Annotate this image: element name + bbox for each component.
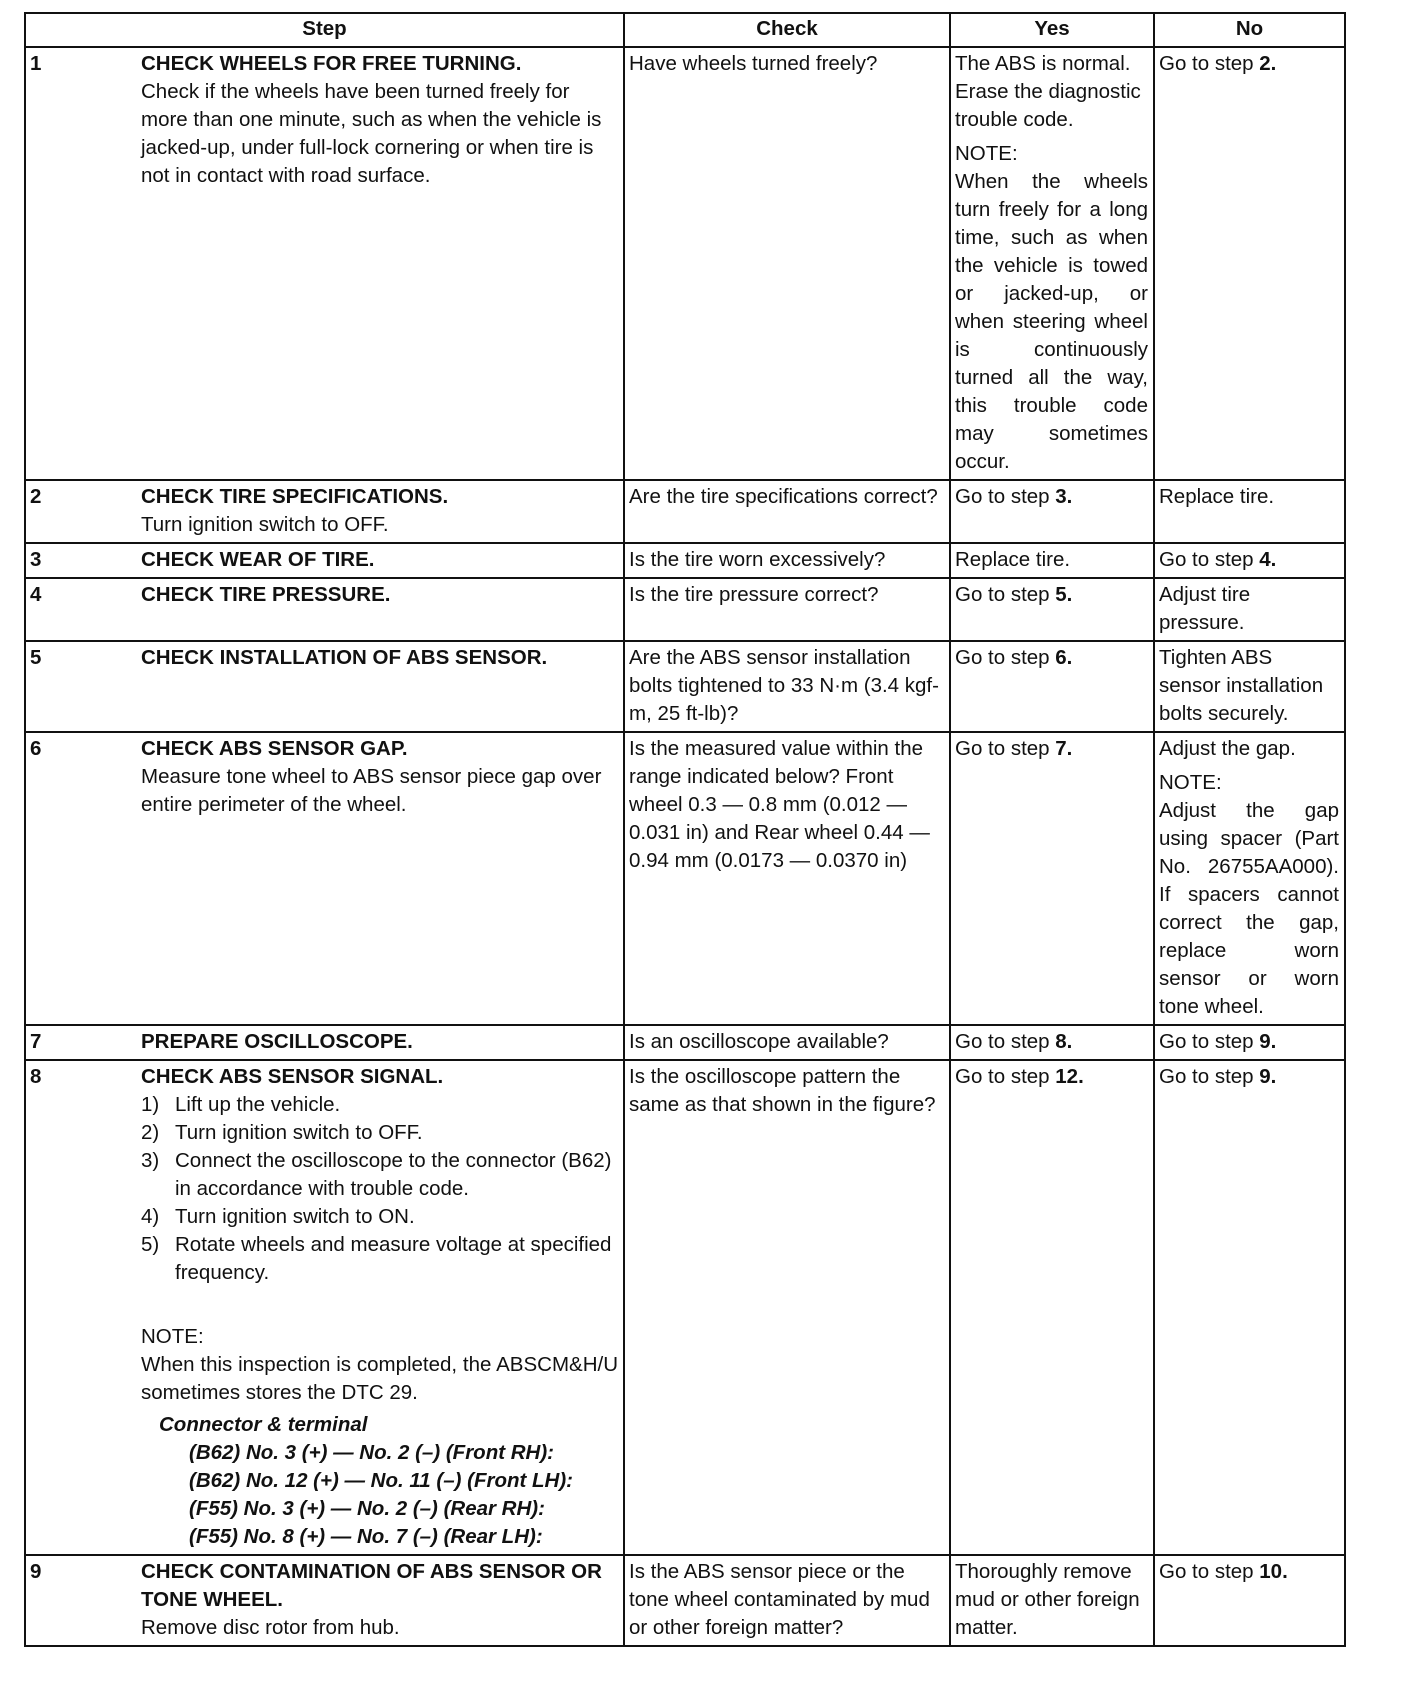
connector-line: (F55) No. 8 (+) — No. 7 (–) (Rear LH): bbox=[189, 1525, 543, 1548]
no-cell bbox=[1154, 1060, 1345, 1555]
goto-step: 9. bbox=[1259, 1030, 1277, 1053]
goto-prefix: Go to step bbox=[1159, 1560, 1260, 1583]
goto-step: 10. bbox=[1259, 1560, 1288, 1583]
step-cell bbox=[25, 1555, 624, 1646]
yes-cell bbox=[950, 641, 1154, 732]
step-number: 1 bbox=[30, 52, 42, 75]
check-cell: Is the tire worn excessively? bbox=[624, 543, 950, 578]
yes-cell bbox=[950, 732, 1154, 1025]
step-title: CHECK ABS SENSOR SIGNAL. bbox=[141, 1065, 444, 1088]
troubleshooting-table bbox=[24, 12, 1346, 1647]
goto-prefix: Go to step bbox=[1159, 1065, 1260, 1088]
yes-cell bbox=[950, 578, 1154, 641]
goto-step: 12. bbox=[1055, 1065, 1084, 1088]
step-cell bbox=[25, 578, 624, 641]
no-cell bbox=[1154, 47, 1345, 480]
step-number: 2 bbox=[30, 485, 42, 508]
step-description: Remove disc rotor from hub. bbox=[141, 1616, 400, 1639]
yes-cell bbox=[950, 1060, 1154, 1555]
step-title: CHECK ABS SENSOR GAP. bbox=[141, 737, 408, 760]
check-cell: Are the ABS sensor installation bolts tightened to 33 N·m (3.4 kgf-m, 25 ft-lb)? bbox=[624, 641, 950, 732]
step-cell bbox=[25, 641, 624, 732]
connector-title: Connector & terminal bbox=[159, 1413, 368, 1436]
header-yes: Yes bbox=[950, 13, 1154, 47]
goto-prefix: Go to step bbox=[955, 646, 1056, 669]
list-item-text: Turn ignition switch to OFF. bbox=[175, 1121, 423, 1144]
list-item bbox=[141, 1231, 618, 1287]
yes-text: The ABS is normal. Erase the diagnostic trouble code. bbox=[955, 52, 1141, 131]
step-number: 8 bbox=[30, 1065, 42, 1088]
yes-cell bbox=[950, 47, 1154, 480]
step-cell bbox=[25, 732, 624, 1025]
check-cell: Is the measured value within the range indicated below? Front wheel 0.3 — 0.8 mm (0.012 — 0.031 in) and Rear wheel 0.44 — 0.94 mm (0.0173 — 0.0370 in) bbox=[624, 732, 950, 1025]
goto-step: 3. bbox=[1055, 485, 1073, 508]
list-item-text: Turn ignition switch to ON. bbox=[175, 1205, 415, 1228]
list-item-number: 3) bbox=[141, 1149, 160, 1172]
check-cell: Are the tire specifications correct? bbox=[624, 480, 950, 543]
goto-step: 2. bbox=[1259, 52, 1277, 75]
step-title: CHECK TIRE SPECIFICATIONS. bbox=[141, 485, 449, 508]
goto-prefix: Go to step bbox=[955, 1065, 1056, 1088]
step-number: 3 bbox=[30, 548, 42, 571]
step-number: 5 bbox=[30, 646, 42, 669]
step-title: CHECK WEAR OF TIRE. bbox=[141, 548, 375, 571]
list-item bbox=[141, 1119, 618, 1147]
step-description: Turn ignition switch to OFF. bbox=[141, 513, 389, 536]
table-row bbox=[25, 1555, 1345, 1646]
goto-prefix: Go to step bbox=[955, 583, 1056, 606]
header-check: Check bbox=[624, 13, 950, 47]
list-item-text: Connect the oscilloscope to the connector (B62) in accordance with trouble code. bbox=[175, 1149, 612, 1200]
yes-cell bbox=[950, 1025, 1154, 1060]
no-cell: Tighten ABS sensor installation bolts securely. bbox=[1154, 641, 1345, 732]
goto-prefix: Go to step bbox=[955, 737, 1056, 760]
goto-prefix: Go to step bbox=[955, 485, 1056, 508]
goto-prefix: Go to step bbox=[1159, 548, 1260, 571]
step-description: Check if the wheels have been turned freely for more than one minute, such as when the vehicle is jacked-up, under full-lock cornering or when tire is not in contact with road surface. bbox=[141, 80, 602, 187]
note-text: Adjust the gap using spacer (Part No. 26755AA000). If spacers cannot correct the gap, replace worn sensor or worn tone wheel. bbox=[1159, 799, 1339, 1018]
header-step: Step bbox=[25, 13, 624, 47]
goto-step: 9. bbox=[1259, 1065, 1277, 1088]
no-text: Adjust the gap. bbox=[1159, 737, 1296, 760]
table-row bbox=[25, 732, 1345, 1025]
step-title: CHECK TIRE PRESSURE. bbox=[141, 583, 391, 606]
yes-cell: Replace tire. bbox=[950, 543, 1154, 578]
note-label: NOTE: bbox=[1159, 771, 1222, 794]
connector-line: (F55) No. 3 (+) — No. 2 (–) (Rear RH): bbox=[189, 1497, 545, 1520]
no-cell bbox=[1154, 732, 1345, 1025]
table-row bbox=[25, 1060, 1345, 1555]
goto-step: 4. bbox=[1259, 548, 1277, 571]
list-item-text: Lift up the vehicle. bbox=[175, 1093, 341, 1116]
goto-prefix: Go to step bbox=[1159, 1030, 1260, 1053]
list-item bbox=[141, 1147, 618, 1203]
step-number: 7 bbox=[30, 1030, 42, 1053]
step-cell bbox=[25, 543, 624, 578]
goto-prefix: Go to step bbox=[955, 1030, 1056, 1053]
list-item-text: Rotate wheels and measure voltage at specified frequency. bbox=[175, 1233, 612, 1284]
step-number: 6 bbox=[30, 737, 42, 760]
table-row bbox=[25, 578, 1345, 641]
connector-line: (B62) No. 12 (+) — No. 11 (–) (Front LH): bbox=[189, 1469, 574, 1492]
check-cell: Have wheels turned freely? bbox=[624, 47, 950, 480]
check-cell: Is the tire pressure correct? bbox=[624, 578, 950, 641]
step-cell bbox=[25, 1025, 624, 1060]
table-row bbox=[25, 1025, 1345, 1060]
list-item-number: 5) bbox=[141, 1233, 160, 1256]
goto-step: 6. bbox=[1055, 646, 1073, 669]
list-item bbox=[141, 1091, 618, 1119]
list-item-number: 4) bbox=[141, 1205, 160, 1228]
no-cell bbox=[1154, 543, 1345, 578]
table-row bbox=[25, 543, 1345, 578]
step-title: PREPARE OSCILLOSCOPE. bbox=[141, 1030, 413, 1053]
table-row bbox=[25, 47, 1345, 480]
table-header-row bbox=[25, 13, 1345, 47]
procedure-list bbox=[141, 1091, 618, 1287]
step-title: CHECK CONTAMINATION OF ABS SENSOR OR TONE WHEEL. bbox=[141, 1560, 602, 1611]
goto-step: 8. bbox=[1055, 1030, 1073, 1053]
yes-cell bbox=[950, 480, 1154, 543]
no-cell bbox=[1154, 1025, 1345, 1060]
table-row bbox=[25, 641, 1345, 732]
list-item-number: 1) bbox=[141, 1093, 160, 1116]
list-item-number: 2) bbox=[141, 1121, 160, 1144]
step-cell bbox=[25, 1060, 624, 1555]
connector-line: (B62) No. 3 (+) — No. 2 (–) (Front RH): bbox=[189, 1441, 555, 1464]
goto-step: 5. bbox=[1055, 583, 1073, 606]
check-cell: Is the ABS sensor piece or the tone wheel contaminated by mud or other foreign matter? bbox=[624, 1555, 950, 1646]
header-no: No bbox=[1154, 13, 1345, 47]
table-row bbox=[25, 480, 1345, 543]
step-cell bbox=[25, 480, 624, 543]
step-description: Measure tone wheel to ABS sensor piece gap over entire perimeter of the wheel. bbox=[141, 765, 602, 816]
yes-cell: Thoroughly remove mud or other foreign matter. bbox=[950, 1555, 1154, 1646]
check-cell: Is an oscilloscope available? bbox=[624, 1025, 950, 1060]
goto-step: 7. bbox=[1055, 737, 1073, 760]
no-cell: Replace tire. bbox=[1154, 480, 1345, 543]
no-cell bbox=[1154, 1555, 1345, 1646]
step-title: CHECK WHEELS FOR FREE TURNING. bbox=[141, 52, 522, 75]
step-cell bbox=[25, 47, 624, 480]
step-number: 9 bbox=[30, 1560, 42, 1583]
step-title: CHECK INSTALLATION OF ABS SENSOR. bbox=[141, 646, 548, 669]
note-text: When the wheels turn freely for a long time, such as when the vehicle is towed or jacked-up, or when steering wheel is continuously turned all the way, this trouble code may sometimes occur. bbox=[955, 170, 1148, 473]
note-label: NOTE: bbox=[955, 142, 1018, 165]
goto-prefix: Go to step bbox=[1159, 52, 1260, 75]
note-label: NOTE: bbox=[141, 1325, 204, 1348]
note-text: When this inspection is completed, the ABSCM&H/U sometimes stores the DTC 29. bbox=[141, 1353, 618, 1404]
step-number: 4 bbox=[30, 583, 42, 606]
check-cell: Is the oscilloscope pattern the same as that shown in the figure? bbox=[624, 1060, 950, 1555]
list-item bbox=[141, 1203, 618, 1231]
no-cell: Adjust tire pressure. bbox=[1154, 578, 1345, 641]
